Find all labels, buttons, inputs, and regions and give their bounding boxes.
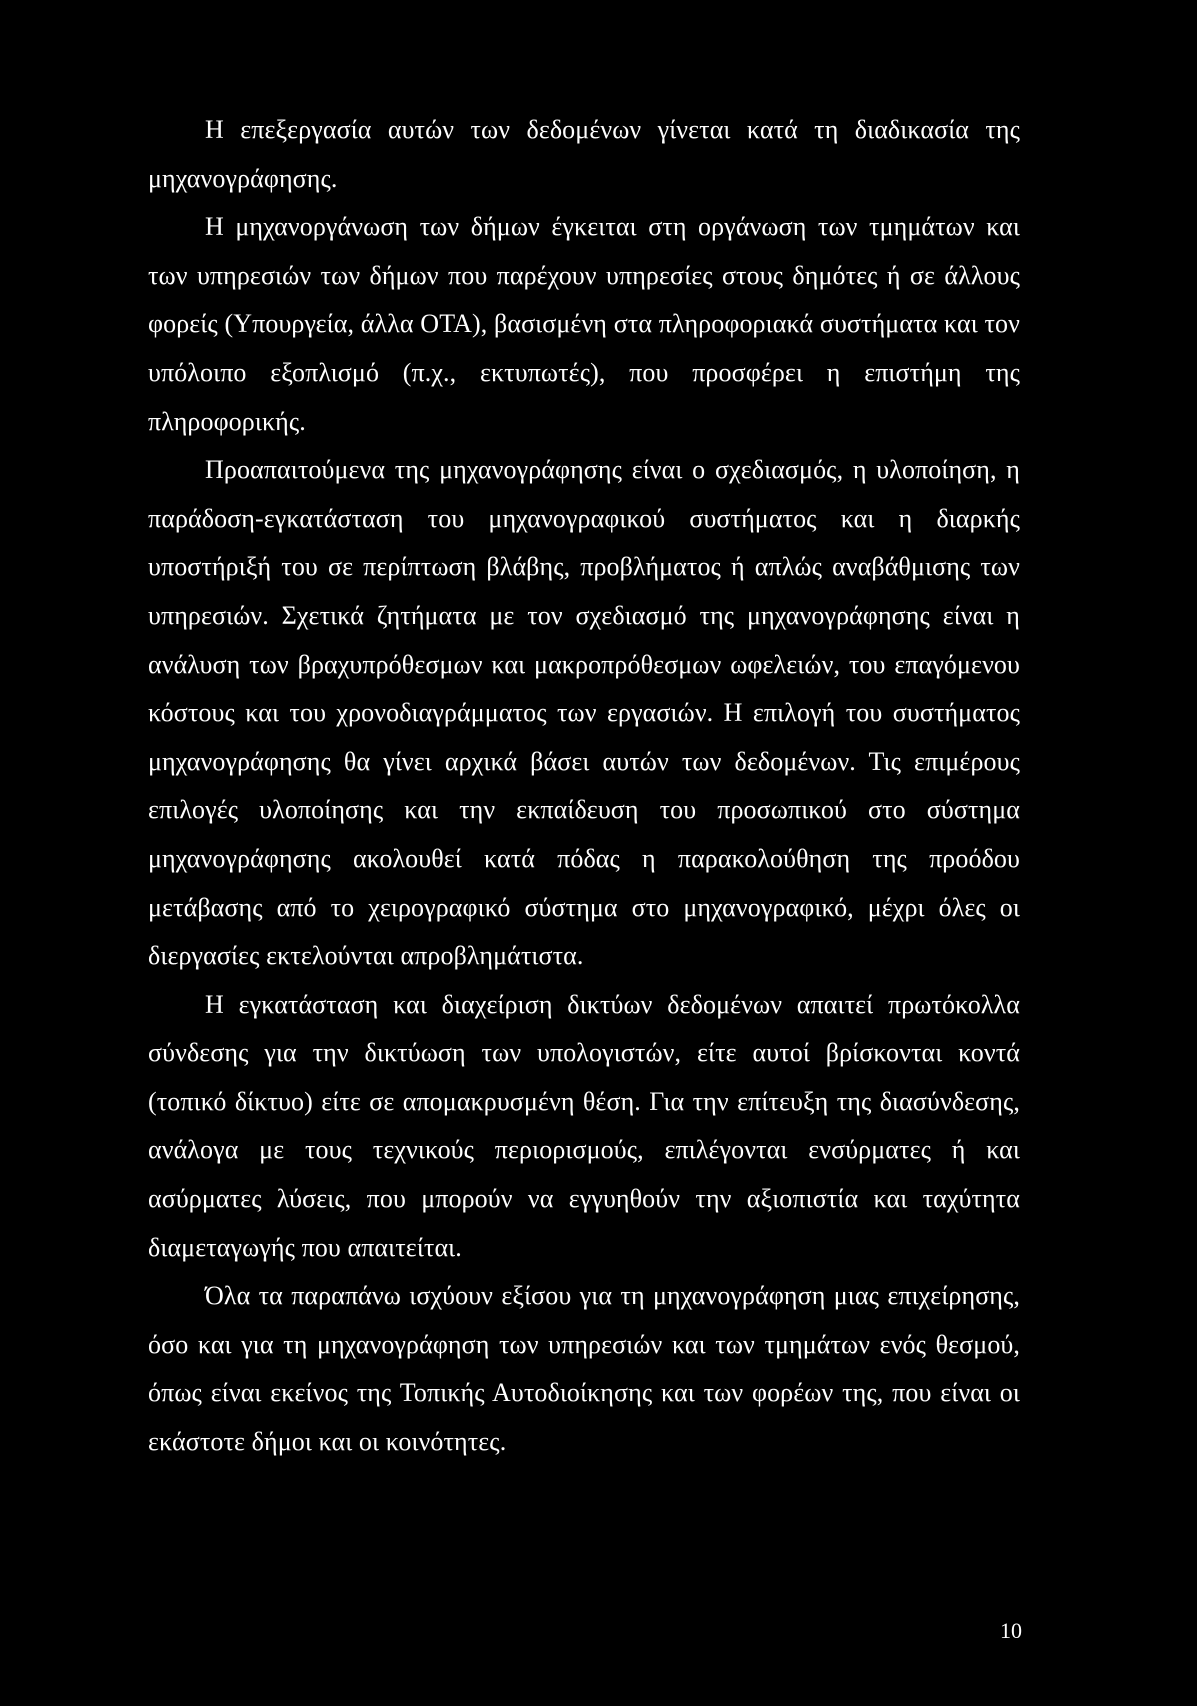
paragraph-local-government: Όλα τα παραπάνω ισχύουν εξίσου για τη μηχανογράφηση μιας επιχείρησης, όσο και για τη μηχανογράφηση των υπηρεσιών και των τμημάτων ενός θεσμού, όπως είναι εκείνος της Τοπικής Αυτοδιοίκησης και των φορέων της, που είναι οι εκάστοτε δήμοι και οι κοινότητες. [148, 1281, 1020, 1457]
document-body [148, 106, 1020, 1467]
paragraph-processing: Η επεξεργασία αυτών των δεδομένων γίνεται κατά τη διαδικασία της μηχανογράφησης. [148, 115, 1020, 193]
paragraph-prerequisites: Προαπαιτούμενα της μηχανογράφησης είναι ο σχεδιασμός, η υλοποίηση, η παράδοση-εγκατάσταση του μηχανογραφικού συστήματος και η διαρκής υποστήριξή του σε περίπτωση βλάβης, προβλήματος ή απλώς αναβάθμισης των υπηρεσιών. Σχετικά ζητήματα με τον σχεδιασμό της μηχανογράφησης είναι η ανάλυση των βραχυπρόθεσμων και μακροπρόθεσμων ωφελειών, του επαγόμενου κόστους και του χρονοδιαγράμματος των εργασιών. Η επιλογή του συστήματος μηχανογράφησης θα γίνει αρχικά βάσει αυτών των δεδομένων. Τις επιμέρους επιλογές υλοποίησης και την εκπαίδευση του προσωπικού στο σύστημα μηχανογράφησης ακολουθεί κατά πόδας η παρακολούθηση της προόδου μετάβασης από το χειρογραφικό σύστημα στο μηχανογραφικό, μέχρι όλες οι διεργασίες εκτελούνται απροβλημάτιστα. [148, 455, 1020, 971]
page-number: 10 [1000, 1618, 1022, 1643]
paragraph-networks: Η εγκατάσταση και διαχείριση δικτύων δεδομένων απαιτεί πρωτόκολλα σύνδεσης για την δικτύωση των υπολογιστών, είτε αυτοί βρίσκονται κοντά (τοπικό δίκτυο) είτε σε απομακρυσμένη θέση. Για την επίτευξη της διασύνδεσης, ανάλογα με τους τεχνικούς περιορισμούς, επιλέγονται ενσύρματες ή και ασύρματες λύσεις, που μπορούν να εγγυηθούν την αξιοπιστία και ταχύτητα διαμεταγωγής που απαιτείται. [148, 989, 1020, 1262]
paragraph-mechanization: Η μηχανοργάνωση των δήμων έγκειται στη οργάνωση των τμημάτων και των υπηρεσιών των δήμων που παρέχουν υπηρεσίες στους δημότες ή σε άλλους φορείς (Υπουργεία, άλλα ΟΤΑ), βασισμένη στα πληροφοριακά συστήματα και τον υπόλοιπο εξοπλισμό (π.χ., εκτυπωτές), που προσφέρει η επιστήμη της πληροφορικής. [148, 212, 1020, 436]
